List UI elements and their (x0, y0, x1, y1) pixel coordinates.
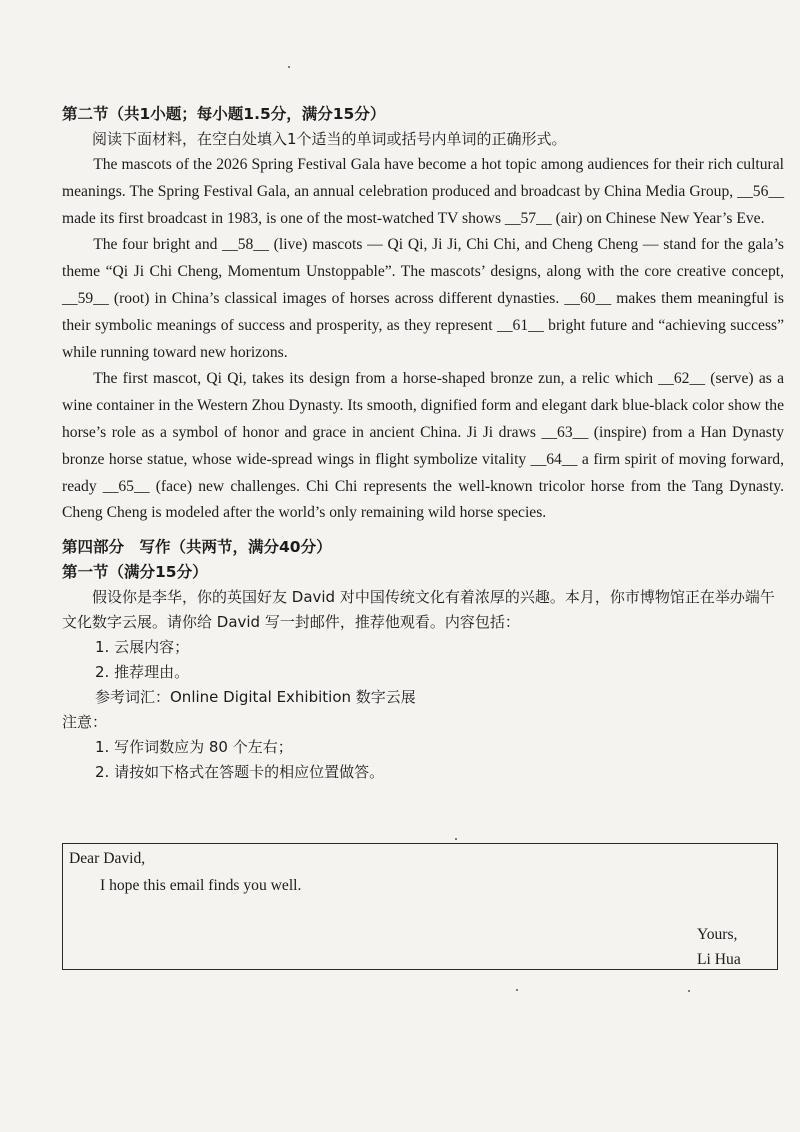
vocabulary-hint: 参考词汇：Online Digital Exhibition 数字云展 (95, 688, 416, 707)
scan-speck (516, 989, 518, 991)
letter-opening: I hope this email finds you well. (100, 877, 302, 894)
section-one-heading: 第一节（满分15分） (62, 563, 208, 582)
passage-paragraph-2: The four bright and __58__ (live) mascots — Qi Qi, Ji Ji, Chi Chi, and Cheng Cheng — stand for the gala’s theme “Qi Ji Chi Cheng, Momentum Unstoppable”. The mascots’ designs, along with the core creative concept, __59__ (root) in China’s classical images of horses across different dynasties. __60__ makes them meaningful is their symbolic meanings of success and prosperity, as they represent __61__ bright future and “achieving success” while running toward new horizons. (62, 236, 784, 361)
writing-prompt: 假设你是李华，你的英国好友 David 对中国传统文化有着浓厚的兴趣。本月，你市博物馆正在举办端午文化数字云展。请你给 David 写一封邮件，推荐他观看。内容包括： (62, 588, 775, 632)
passage-paragraph-3: The first mascot, Qi Qi, takes its design from a horse-shaped bronze zun, a relic which __62__ (serve) as a wine container in the Western Zhou Dynasty. Its smooth, dignified form and elegant dark blue-black color show the horse’s role as a symbol of honor and grace in ancient China. Ji Ji draws __63__ (inspire) from a Han Dynasty bronze horse statue, whose wide-spread wings in flight symbolize vitality __64__ a firm spirit of moving forward, ready __65__ (face) new challenges. Chi Chi represents the well-known tricolor horse from the Tang Dynasty. Cheng Cheng is modeled after the world’s only remaining wild horse species. (62, 370, 784, 522)
note-item: 2. 请按如下格式在答题卡的相应位置做答。 (95, 763, 385, 782)
letter-salutation: Dear David, (69, 850, 146, 867)
letter-template-box (62, 843, 778, 970)
letter-closing: Yours, (697, 926, 738, 943)
content-item: 1. 云展内容； (95, 638, 190, 657)
notes-label: 注意： (62, 713, 108, 732)
part-four-heading: 第四部分 写作（共两节，满分40分） (62, 538, 332, 557)
scan-speck (455, 838, 457, 840)
letter-signature: Li Hua (697, 951, 741, 968)
section-two-heading: 第二节（共1小题；每小题1.5分，满分15分） (62, 105, 386, 123)
note-item: 1. 写作词数应为 80 个左右； (95, 738, 293, 757)
content-item: 2. 推荐理由。 (95, 663, 190, 682)
passage-paragraph-1: The mascots of the 2026 Spring Festival Gala have become a hot topic among audiences for their rich cultural meanings. The Spring Festival Gala, an annual celebration produced and broadcast by China Media Group, __56__ made its first broadcast in 1983, is one of the most-watched TV shows __57__ (air) on Chinese New Year’s Eve. (62, 156, 784, 227)
scan-speck (288, 66, 290, 68)
section-two-instruction: 阅读下面材料，在空白处填入1个适当的单词或括号内单词的正确形式。 (92, 130, 567, 148)
exam-page (62, 102, 784, 785)
scan-speck (688, 990, 690, 992)
